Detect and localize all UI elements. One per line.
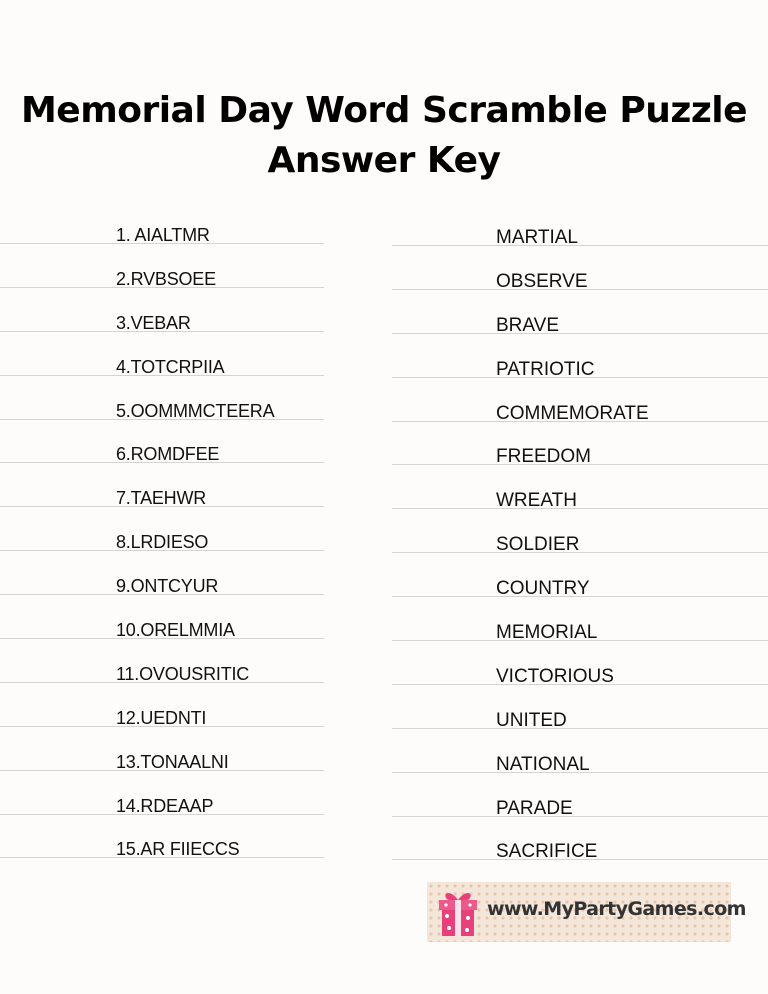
scrambled-word: 11.OVOUSRITIC	[116, 663, 250, 684]
puzzle-row	[0, 348, 768, 392]
answer-word: SACRIFICE	[496, 841, 598, 863]
scrambled-word: 4.TOTCRPIIA	[116, 356, 225, 377]
page-title	[0, 86, 768, 186]
puzzle-row	[0, 699, 768, 743]
scrambled-word: 12.UEDNTI	[116, 707, 207, 728]
rule-line	[392, 508, 768, 509]
scrambled-word: 14.RDEAAP	[116, 795, 214, 816]
site-url[interactable]: www.MyPartyGames.com	[487, 898, 746, 920]
puzzle-row	[0, 787, 768, 831]
scrambled-word: 5.OOMMMCTEERA	[116, 400, 275, 421]
answer-word: WREATH	[496, 490, 577, 512]
puzzle-row	[0, 260, 768, 304]
rule-line	[392, 816, 768, 817]
scrambled-word: 15.AR FIIECCS	[116, 839, 240, 860]
puzzle-row	[0, 523, 768, 567]
puzzle-row	[0, 611, 768, 655]
puzzle-list	[0, 216, 768, 874]
puzzle-row	[0, 216, 768, 260]
answer-word: COMMEMORATE	[496, 402, 649, 424]
rule-line	[392, 728, 768, 729]
answer-word: NATIONAL	[496, 753, 590, 775]
answer-word: PATRIOTIC	[496, 358, 595, 380]
answer-word: UNITED	[496, 709, 567, 731]
scrambled-word: 10.ORELMMIA	[116, 620, 235, 641]
answer-word: COUNTRY	[496, 578, 590, 600]
answer-word: SOLDIER	[496, 534, 580, 556]
puzzle-row	[0, 479, 768, 523]
answer-word: OBSERVE	[496, 270, 588, 292]
puzzle-row	[0, 830, 768, 874]
scrambled-word: 13.TONAALNI	[116, 751, 229, 772]
answer-word: MARTIAL	[496, 227, 579, 248]
scrambled-word: 7.TAEHWR	[116, 488, 207, 509]
scrambled-word: 9.ONTCYUR	[116, 576, 219, 597]
puzzle-row	[0, 743, 768, 787]
puzzle-row	[0, 435, 768, 479]
scrambled-word: 3.VEBAR	[116, 312, 191, 333]
title-line-1: Memorial Day Word Scramble Puzzle	[20, 90, 748, 131]
answer-word: PARADE	[496, 797, 573, 819]
rule-line	[392, 552, 768, 553]
answer-word: VICTORIOUS	[496, 665, 614, 687]
title-line-2: Answer Key	[267, 140, 501, 181]
puzzle-row	[0, 655, 768, 699]
answer-word: BRAVE	[496, 314, 560, 336]
answer-word: FREEDOM	[496, 446, 591, 468]
rule-line	[392, 245, 768, 246]
answer-word: MEMORIAL	[496, 622, 598, 644]
rule-line	[392, 333, 768, 334]
puzzle-row	[0, 392, 768, 436]
scrambled-word: 6.ROMDFEE	[116, 444, 220, 465]
puzzle-row	[0, 567, 768, 611]
gift-box-icon	[435, 888, 481, 938]
scrambled-word: 8.LRDIESO	[116, 532, 209, 553]
scrambled-word: 2.RVBSOEE	[116, 268, 216, 289]
scrambled-word: 1. AIALTMR	[116, 225, 210, 245]
puzzle-row	[0, 304, 768, 348]
site-banner[interactable]	[427, 882, 746, 942]
